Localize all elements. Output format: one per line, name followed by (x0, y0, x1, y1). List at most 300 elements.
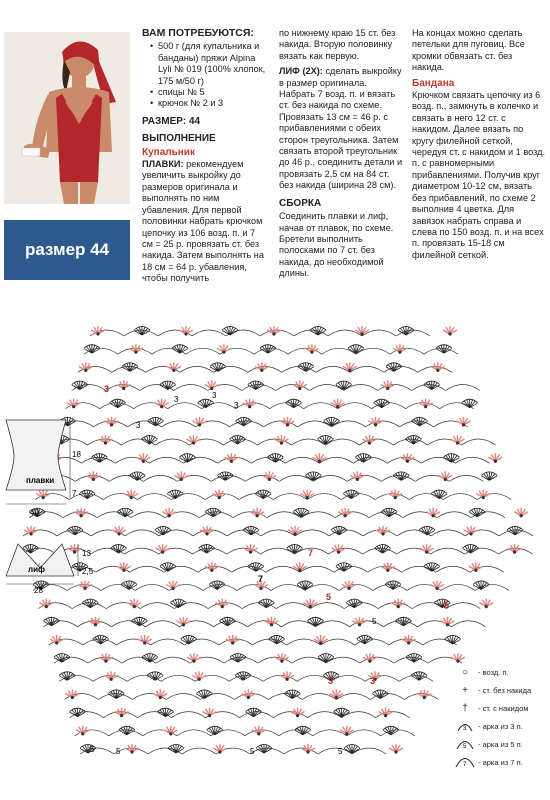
flower-center (345, 732, 348, 735)
flower-motif (426, 508, 440, 518)
text-column-2 (279, 28, 403, 284)
chain-arc (292, 657, 326, 663)
flower-motif (99, 653, 113, 663)
flower-center (210, 569, 213, 572)
flower-motif (451, 435, 465, 445)
arc5-icon (452, 738, 478, 750)
flower-center (205, 532, 208, 535)
flower-center (198, 423, 201, 426)
chain-arc (310, 385, 344, 391)
bra-height-1: 13 (82, 549, 91, 558)
legend-text: - ст. с накидом (478, 703, 529, 713)
chain-arc (305, 584, 339, 590)
flower-motif (212, 490, 226, 500)
fan-motif (230, 653, 246, 662)
flower-motif (275, 435, 289, 445)
flower-center (92, 478, 95, 481)
flower-center (280, 441, 283, 444)
chain-arc (162, 421, 196, 427)
flower-motif (340, 726, 354, 736)
svg-text:5: 5 (463, 744, 467, 750)
bra-height-2: 2,5 (82, 567, 94, 576)
diagram-number: 3 (212, 391, 217, 400)
flower-center (398, 351, 401, 354)
flower-motif (363, 435, 377, 445)
fan-motif (445, 635, 461, 644)
materials-list (142, 41, 268, 109)
svg-text:3: 3 (463, 726, 467, 732)
chain-arc (172, 712, 206, 718)
chain-arc (156, 657, 190, 663)
flower-center (456, 441, 459, 444)
flower-center (485, 605, 488, 608)
fan-motif (443, 453, 459, 462)
chain-arc (143, 475, 177, 481)
flower-center (347, 587, 350, 590)
fan-motif (196, 689, 212, 698)
flower-motif (124, 490, 138, 500)
flower-center (384, 714, 387, 717)
flower-motif (314, 635, 328, 645)
fan-motif (395, 617, 411, 626)
flower-center (386, 569, 389, 572)
flower-motif (177, 617, 191, 627)
flower-motif (99, 435, 113, 445)
fan-motif (317, 435, 333, 444)
flower-motif (431, 362, 445, 372)
flower-center (222, 351, 225, 354)
chain-arc (180, 366, 214, 372)
flower-center (230, 460, 233, 463)
flower-motif (155, 399, 169, 409)
fan-motif (167, 490, 183, 499)
chain-arc (356, 348, 390, 354)
flower-center (394, 496, 397, 499)
diagram-number: 5 (326, 592, 332, 602)
chain-arc (331, 675, 365, 681)
flower-center (133, 605, 136, 608)
fan-motif (297, 580, 313, 589)
flower-motif (74, 508, 88, 518)
flower-motif (332, 544, 346, 554)
flower-motif (379, 708, 393, 718)
flower-motif (464, 526, 478, 536)
material-item: • 500 г (для купальника и банданы) пряжи Alpina Lyli № 019 (100% хлопок, 175 м/50 г) (150, 41, 268, 87)
flower-center (513, 550, 516, 553)
fan-motif (248, 381, 264, 390)
bra-schematic (6, 544, 78, 584)
flower-motif (115, 708, 129, 718)
flower-motif (331, 399, 345, 409)
chain-arc (137, 494, 171, 500)
fan-motif (431, 490, 447, 499)
flower-motif (200, 526, 214, 536)
flower-motif (252, 726, 266, 736)
flower-motif (156, 544, 170, 554)
flower-motif (508, 544, 522, 554)
chain-arc (325, 439, 359, 445)
fan-motif (222, 326, 238, 335)
flower-center (117, 532, 120, 535)
diagram-number: 5 (444, 600, 450, 610)
flower-center (286, 678, 289, 681)
flower-center (344, 514, 347, 517)
flower-center (192, 660, 195, 663)
flower-motif (68, 544, 82, 554)
flower-center (358, 623, 361, 626)
fan-motif (155, 526, 171, 535)
fan-motif (393, 471, 409, 480)
flower-center (161, 550, 164, 553)
chain-arc (186, 348, 220, 354)
flower-motif (419, 399, 433, 409)
fan-motif (348, 344, 364, 353)
chain-arc (279, 475, 313, 481)
flower-center (210, 387, 213, 390)
fan-motif (246, 708, 262, 717)
flower-center (296, 714, 299, 717)
flower-motif (369, 417, 383, 427)
flower-center (256, 514, 259, 517)
assembly-title: СБОРКА (279, 197, 322, 209)
flower-motif (293, 381, 307, 391)
flower-motif (355, 326, 369, 336)
svg-text:7: 7 (463, 762, 467, 768)
flower-center (356, 478, 359, 481)
flower-motif (241, 689, 255, 699)
flower-motif (192, 671, 206, 681)
size-line: РАЗМЕР: 44 (142, 115, 201, 127)
flower-motif (187, 435, 201, 445)
flower-motif (164, 726, 178, 736)
chain-arc (281, 621, 315, 627)
flower-center (104, 660, 107, 663)
flower-center (192, 441, 195, 444)
chain-arc (431, 548, 465, 554)
flower-center (180, 478, 183, 481)
flower-motif (217, 344, 231, 354)
diagram-number: 3 (234, 401, 239, 410)
diagram-number: 5 (90, 745, 95, 754)
flower-motif (267, 326, 281, 336)
flower-motif (389, 744, 403, 754)
briefs-height-2: 7 (72, 489, 77, 498)
flower-center (482, 496, 485, 499)
flower-center (248, 405, 251, 408)
flower-center (432, 514, 435, 517)
bra-text: сделать выкройку в размер оригинала. Набрать 7 возд. п. и вязать ст. без накида по схеме. Провязать 13 см = 46 р. с прибавлениями с обеих сторон треугольника. Затем связать второй треугольник до 46 р., соединить детали и провязать 2,5 см на 84 ст. без накида (ширина 28 см). (279, 66, 403, 191)
flower-center (336, 405, 339, 408)
legend-text: - арка из 7 п. (478, 757, 523, 767)
flower-motif (255, 362, 269, 372)
chain-arc (342, 712, 376, 718)
flower-motif (129, 344, 143, 354)
flower-center (208, 714, 211, 717)
bra-paragraph (279, 66, 403, 191)
flower-motif (363, 653, 377, 663)
flower-motif (265, 617, 279, 627)
chain-arc (291, 439, 325, 445)
flower-motif (388, 490, 402, 500)
flower-motif (300, 490, 314, 500)
chain-arc (437, 512, 471, 518)
chain-arc (145, 621, 179, 627)
fan-motif (210, 362, 226, 371)
fan-motif (336, 381, 352, 390)
bra-lead: ЛИФ (2Х): (279, 66, 323, 77)
flower-center (80, 514, 83, 517)
chain-arc (177, 730, 211, 736)
fan-motif (170, 599, 186, 608)
arc3-icon (452, 720, 478, 732)
flower-center (425, 550, 428, 553)
bandana-title: Бандана (412, 77, 455, 89)
chain-arc (326, 657, 360, 663)
legend-row (452, 753, 548, 771)
flower-motif (125, 744, 139, 754)
flower-motif (215, 599, 229, 609)
chain-arc (298, 421, 332, 427)
flower-center (260, 369, 263, 372)
flower-center (257, 732, 260, 735)
flower-motif (338, 508, 352, 518)
flower-motif (457, 417, 471, 427)
chain-arc (455, 457, 489, 463)
briefs-schematic (6, 420, 70, 504)
flower-center (386, 387, 389, 390)
flower-center (310, 351, 313, 354)
fan-motif (198, 399, 214, 408)
legend-row (452, 735, 548, 753)
flower-center (120, 714, 123, 717)
fan-motif (375, 544, 391, 553)
material-item: • спицы № 5 (150, 87, 268, 98)
flower-motif (136, 453, 150, 463)
fan-motif (305, 471, 321, 480)
diagram-number: 3 (370, 676, 376, 686)
flower-motif (488, 453, 502, 463)
flower-center (221, 605, 224, 608)
chain-arc (441, 584, 475, 590)
chain-arc (149, 457, 183, 463)
flower-motif (353, 617, 367, 627)
chain-arc (182, 748, 216, 754)
text-column-1 (142, 28, 268, 289)
plus-icon: + (462, 684, 468, 696)
fan-motif (293, 508, 309, 517)
flower-center (160, 405, 163, 408)
flower-center (423, 696, 426, 699)
flower-motif (203, 708, 217, 718)
flower-motif (514, 508, 528, 518)
chain-arc (130, 566, 164, 572)
chain-arc (461, 439, 495, 445)
flower-center (172, 369, 175, 372)
diagram-fans (23, 326, 523, 753)
flower-center (494, 460, 497, 463)
fan-motif (406, 653, 422, 662)
chain-arc (451, 621, 485, 627)
flower-center (249, 550, 252, 553)
chain-arc (125, 548, 159, 554)
briefs-continuation: по нижнему краю 15 ст. без накида. Вторую половинку вязать как первую. (279, 28, 396, 61)
flower-motif (381, 381, 395, 391)
flower-center (520, 514, 523, 517)
flower-motif (244, 544, 258, 554)
flower-center (72, 405, 75, 408)
flower-center (272, 332, 275, 335)
briefs-lead: ПЛАВКИ: (142, 159, 184, 170)
fan-motif (235, 671, 251, 680)
fan-motif (318, 653, 334, 662)
fan-motif (481, 471, 497, 480)
flower-motif (417, 689, 431, 699)
chain-arc (125, 530, 159, 536)
diagram-number: 5 (338, 747, 343, 756)
flower-center (286, 423, 289, 426)
flower-center (298, 569, 301, 572)
flower-center (337, 550, 340, 553)
legend-text: - возд. п. (478, 667, 509, 677)
chain-arc (352, 748, 386, 754)
diagram-number: 3 (328, 676, 334, 686)
flower-motif (420, 544, 434, 554)
flower-motif (117, 562, 131, 572)
flower-motif (138, 635, 152, 645)
flower-center (444, 478, 447, 481)
flower-motif (402, 635, 416, 645)
flower-center (122, 387, 125, 390)
chain-arc (192, 330, 226, 336)
chain-arc (140, 603, 174, 609)
flower-center (462, 423, 465, 426)
chain-arc (135, 584, 169, 590)
flower-center (122, 569, 125, 572)
flower-center (319, 641, 322, 644)
flower-center (182, 623, 185, 626)
flower-center (96, 332, 99, 335)
flower-center (448, 332, 451, 335)
diagram-number: 3 (174, 395, 179, 404)
flower-center (94, 623, 97, 626)
flower-motif (127, 599, 141, 609)
flower-motif (86, 471, 100, 481)
chain-arc (267, 512, 301, 518)
size-banner: размер 44 (4, 220, 130, 280)
flower-motif (350, 471, 364, 481)
flower-center (381, 532, 384, 535)
fan-motif (199, 544, 215, 553)
flower-center (169, 732, 172, 735)
chain-arc (318, 748, 352, 754)
flower-center (374, 423, 377, 426)
fan-motif (411, 671, 427, 680)
legend-row (452, 663, 548, 681)
chain-arc (131, 512, 165, 518)
flower-center (247, 696, 250, 699)
chain-arc (449, 475, 483, 481)
bra-label: лиф (28, 565, 45, 574)
flower-center (394, 750, 397, 753)
execution-title: ВЫПОЛНЕНИЕ (142, 133, 216, 145)
fan-motif (207, 726, 223, 735)
model-photo (4, 32, 130, 204)
flower-motif (303, 599, 317, 609)
flower-center (446, 623, 449, 626)
flower-motif (262, 471, 276, 481)
flower-center (134, 351, 137, 354)
chain-arc (443, 494, 477, 500)
arc7-icon (452, 756, 478, 768)
legend-row (452, 717, 548, 735)
flower-center (171, 587, 174, 590)
flower-motif (281, 417, 295, 427)
flower-center (318, 460, 321, 463)
flower-center (218, 496, 221, 499)
flower-motif (479, 599, 493, 609)
flower-center (73, 550, 76, 553)
flower-motif (243, 399, 257, 409)
fan-motif (462, 399, 478, 408)
flower-center (110, 678, 113, 681)
fan-motif (181, 635, 197, 644)
briefs-paragraph (142, 159, 268, 284)
chain-arc (271, 584, 305, 590)
fan-motif (436, 344, 452, 353)
flower-motif (275, 653, 289, 663)
chain-arc (313, 475, 347, 481)
flower-motif (226, 635, 240, 645)
fan-motif (236, 417, 252, 426)
flower-center (309, 605, 312, 608)
chain-arc (174, 385, 208, 391)
flower-motif (187, 653, 201, 663)
fan-motif (424, 562, 440, 571)
flower-motif (451, 653, 465, 663)
chain-arc (166, 693, 200, 699)
fan-motif (424, 381, 440, 390)
bra-width: 28 (34, 586, 43, 595)
briefs-width: 40 (30, 508, 39, 517)
flower-center (42, 496, 45, 499)
flower-center (306, 496, 309, 499)
legend-text: - арка из 5 п. (478, 739, 523, 749)
chain-arc (297, 675, 331, 681)
flower-motif (105, 417, 119, 427)
briefs-height-1: 18 (72, 450, 81, 459)
flower-motif (117, 381, 131, 391)
material-item: • крючок № 2 и 3 (150, 98, 268, 109)
flower-motif (167, 362, 181, 372)
diagram-number: 7 (308, 548, 314, 558)
flower-center (424, 405, 427, 408)
legend-text: - арка из 3 п. (478, 721, 523, 731)
legend-row (452, 681, 548, 699)
flower-center (293, 532, 296, 535)
fan-motif (307, 617, 323, 626)
flower-center (159, 696, 162, 699)
flower-motif (288, 526, 302, 536)
flower-motif (179, 326, 193, 336)
flower-center (84, 369, 87, 372)
flower-motif (400, 453, 414, 463)
symbol-legend (452, 663, 548, 771)
edging-text: На концах можно сделать петельки для пуговиц. Все кромки обвязать ст. без накида. (412, 28, 525, 73)
requirements-title: ВАМ ПОТРЕБУЮТСЯ: (142, 27, 254, 39)
fan-motif (287, 544, 303, 553)
diagram-number: 3 (104, 384, 110, 394)
flower-center (306, 750, 309, 753)
